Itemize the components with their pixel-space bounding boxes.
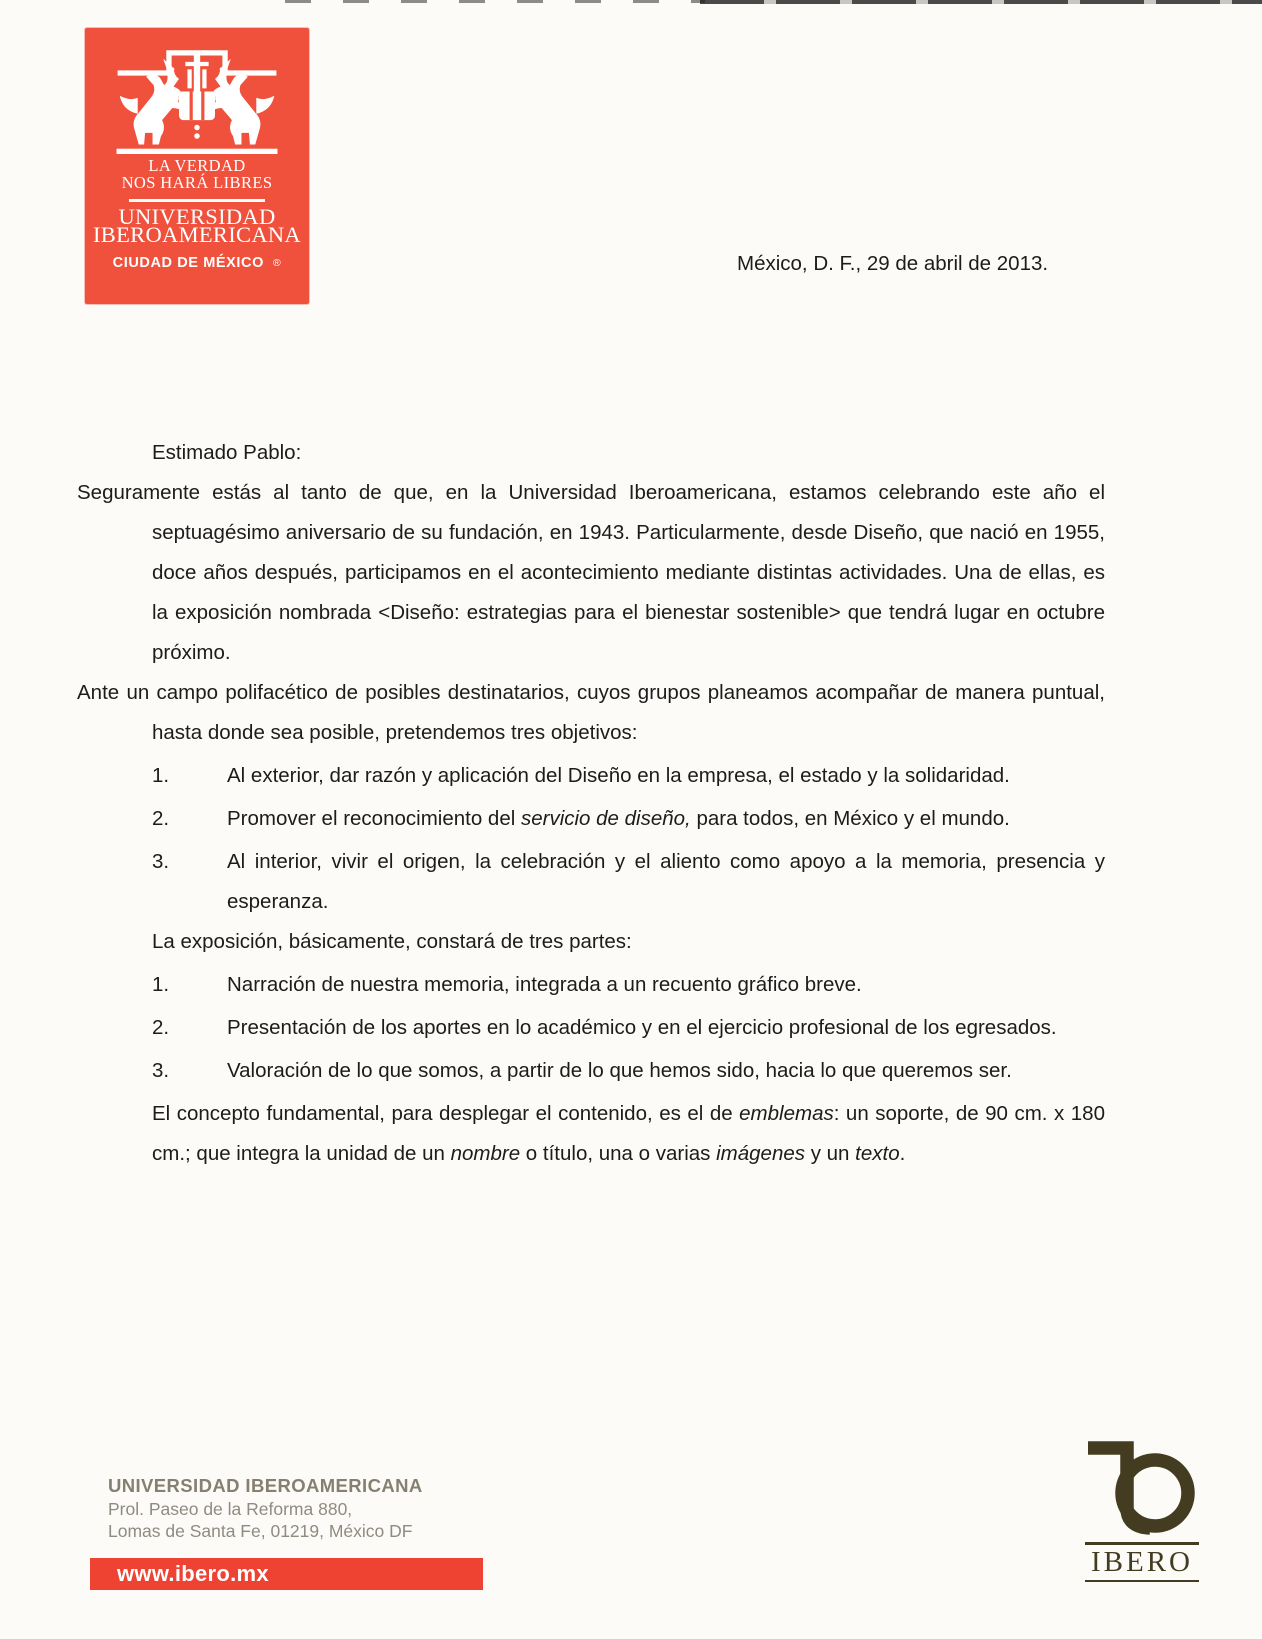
list-text: Narración de nuestra memoria, integrada a un recuento gráfico breve. [227,973,862,996]
part-item-1 [152,965,1105,1005]
paragraph-exhibition-parts-intro: La exposición, básicamente, constará de tres partes: [152,930,632,953]
letterhead-divider [129,199,265,202]
list-text: Al exterior, dar razón y aplicación del Diseño en la empresa, el estado y la solidaridad. [227,764,1010,787]
paragraph-objectives-intro: Ante un campo polifacético de posibles destinatarios, cuyos grupos planeamos acompañar de manera puntual, hasta donde sea posible, pretendemos tres objetivos: [77,681,1105,744]
letterhead-motto [85,158,309,191]
scan-artifact-light [285,0,705,3]
list-number: 2. [152,1016,170,1039]
ibero-wordmark: IBERO [1091,1545,1193,1578]
scan-artifact-dark [700,0,1262,4]
motto-line-1: LA VERDAD [148,156,246,175]
list-text: Valoración de lo que somos, a partir de lo que hemos sido, hacia lo que queremos ser. [227,1059,1012,1082]
paragraph-anniversary: Seguramente estás al tanto de que, en la Universidad Iberoamericana, estamos celebrando este año el septuagésimo aniversario de su fundación, en 1943. Particularmente, desde Diseño, que nació en 1955, doce años después, participamos en el acontecimiento mediante distintas actividades. Una de ellas, es la exposición nombrada <Diseño: estrategias para el bienestar sostenible> que tendrá lugar en octubre próximo. [77,481,1105,664]
list-text: Al interior, vivir el origen, la celebración y el aliento como apoyo a la memoria, presencia y esperanza. [227,850,1105,913]
university-letterhead-logo [85,28,309,304]
logo-rule-bottom [1085,1580,1199,1583]
letterhead-city: CIUDAD DE MÉXICO ® [112,255,282,271]
list-number: 1. [152,764,170,787]
seventy-mark-icon [1086,1438,1198,1540]
list-number: 1. [152,973,170,996]
part-item-3 [152,1051,1105,1091]
loyola-wolves-crest-icon [107,40,287,160]
footer-address-line-1: Prol. Paseo de la Reforma 880, [108,1499,353,1519]
registered-trademark-symbol: ® [273,257,282,269]
list-number: 2. [152,807,170,830]
university-name-line-1: UNIVERSIDAD [118,204,276,229]
part-item-2 [152,1008,1105,1048]
list-text: Presentación de los aportes en lo académico y en el ejercicio profesional de los egresados. [227,1016,1057,1039]
objective-item-2 [152,799,1105,839]
letter-date: México, D. F., 29 de abril de 2013. [737,252,1049,275]
footer-website-bar [90,1558,483,1590]
paragraph-emblems-concept: El concepto fundamental, para desplegar el contenido, es el de emblemas: un soporte, de 90 cm. x 180 cm.; que integra la unidad de un nombre o título, una o varias imágenes y un texto. [152,1102,1105,1165]
university-name-line-2: IBEROAMERICANA [93,222,301,247]
motto-line-2: NOS HARÁ LIBRES [121,172,273,192]
website-url: www.ibero.mx [117,1561,269,1586]
list-number: 3. [152,850,170,873]
salutation: Estimado Pablo: [152,441,302,464]
footer-org-name: UNIVERSIDAD IBEROAMERICANA [108,1475,423,1496]
objective-item-3 [152,842,1105,922]
ibero-70th-anniversary-logo [1085,1438,1199,1583]
letterhead-university-name [85,204,309,247]
list-number: 3. [152,1059,170,1082]
letter-body [77,433,1105,1174]
objective-item-1 [152,756,1105,796]
footer-address-line-2: Lomas de Santa Fe, 01219, México DF [108,1521,413,1541]
list-text: Promover el reconocimiento del servicio de diseño, para todos, en México y el mundo. [227,807,1010,830]
logo-rule-top [1085,1542,1199,1545]
